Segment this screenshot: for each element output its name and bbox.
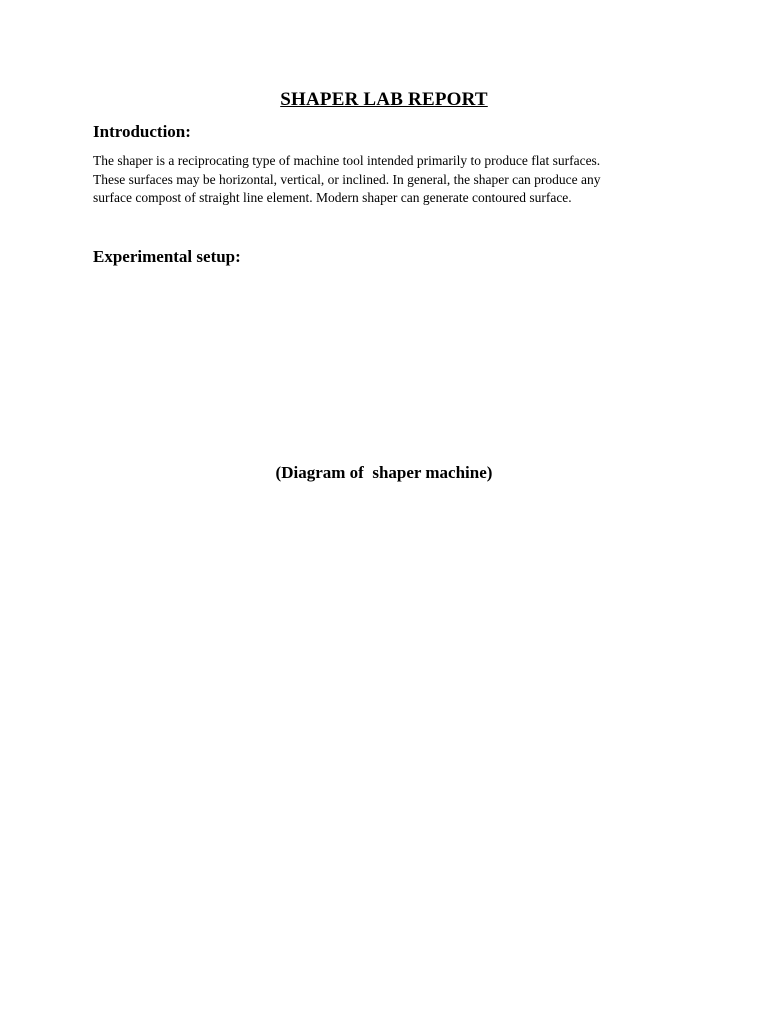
introduction-line: The shaper is a reciprocating type of machine tool intended primarily to produce flat surfaces. bbox=[93, 153, 601, 168]
report-title: SHAPER LAB REPORT bbox=[280, 89, 488, 110]
experimental-setup-heading: Experimental setup: bbox=[93, 247, 241, 266]
diagram-caption: (Diagram of shaper machine) bbox=[275, 463, 493, 482]
introduction-line: These surfaces may be horizontal, vertical, or inclined. In general, the shaper can produce any bbox=[93, 171, 601, 187]
introduction-heading: Introduction: bbox=[93, 122, 191, 141]
introduction-paragraph bbox=[93, 152, 693, 208]
introduction-line: surface compost of straight line element. Modern shaper can generate contoured surface. bbox=[93, 190, 572, 205]
